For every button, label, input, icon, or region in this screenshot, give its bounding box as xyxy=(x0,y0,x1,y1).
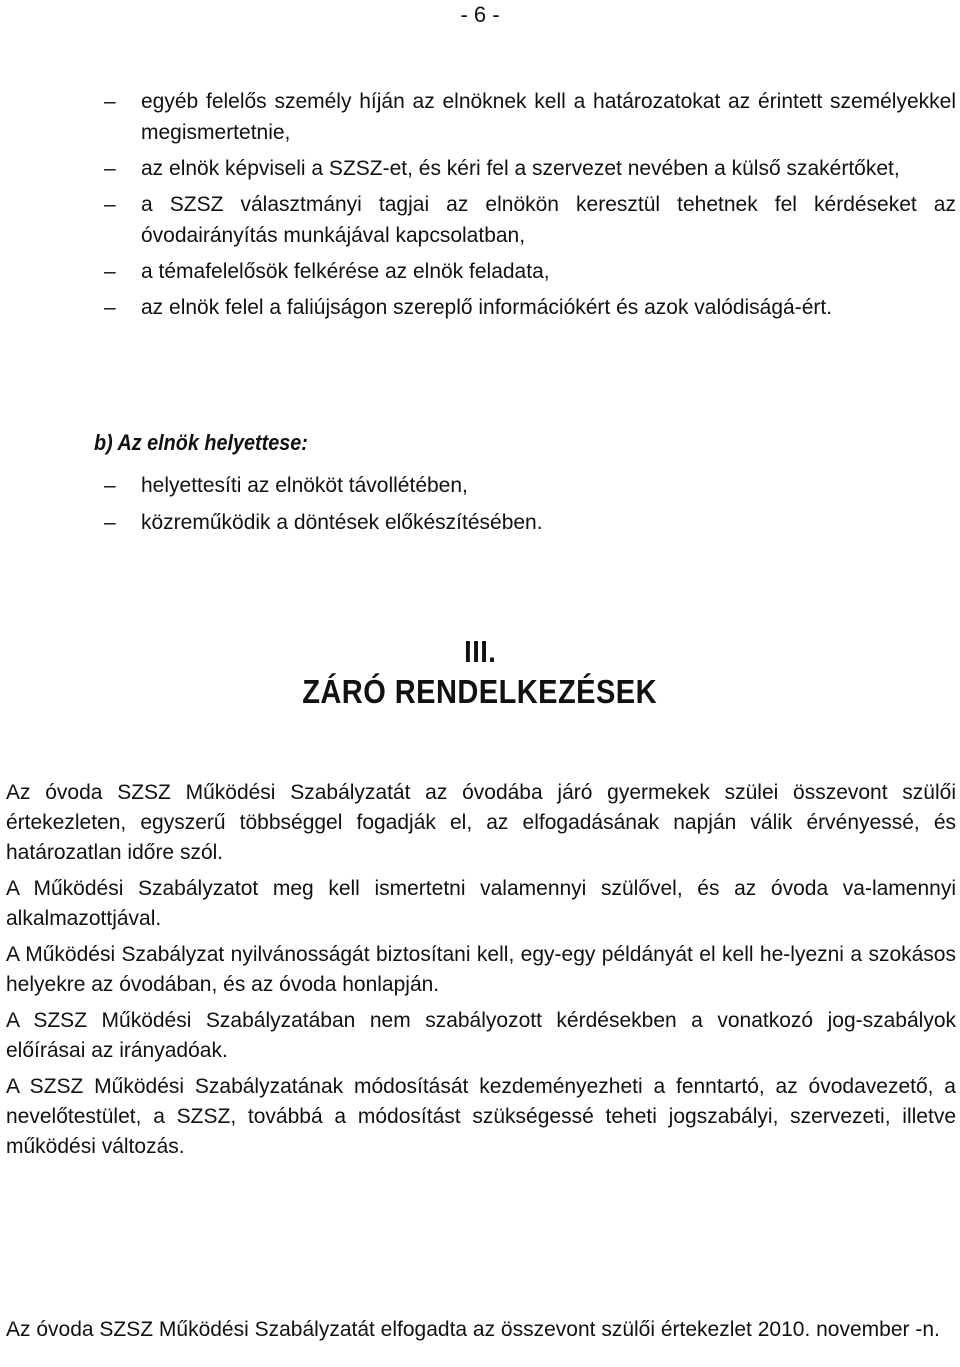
list-item xyxy=(104,256,956,287)
list-item xyxy=(104,507,956,538)
list-item-text: a SZSZ választmányi tagjai az elnökön keresztül tehetnek fel kérdéseket az óvodairányítás munkájával kapcsolatban, xyxy=(141,193,956,247)
dash-bullet: – xyxy=(104,193,116,216)
paragraph: A Működési Szabályzat nyilvánosságát biztosítani kell, egy-egy példányát el kell he-lyezni a szokásos helyekre az óvodában, és az óvoda honlapján. xyxy=(6,943,956,996)
dash-bullet: – xyxy=(104,90,116,113)
elnok-duties-list xyxy=(104,86,956,328)
dash-bullet: – xyxy=(104,296,116,319)
dash-bullet: – xyxy=(104,474,116,497)
dash-bullet: – xyxy=(104,157,116,180)
adoption-note: Az óvoda SZSZ Működési Szabályzatát elfogadta az összevont szülői értekezlet 2010. november -n. xyxy=(6,1318,940,1341)
helyettes-duties-list xyxy=(104,470,956,544)
section-number-text: III. xyxy=(463,634,497,669)
dash-bullet: – xyxy=(104,260,116,283)
list-item xyxy=(104,153,956,184)
list-item-text: közreműködik a döntések előkészítésében. xyxy=(141,511,543,534)
list-item-text: az elnök felel a faliújságon szereplő információkért és azok valódiságá-ért. xyxy=(141,296,833,319)
paragraph: Az óvoda SZSZ Működési Szabályzatát az óvodába járó gyermekek szülei összevont szülői értekezleten, egyszerű többséggel fogadják el, az elfogadásának napján válik érvényessé, és határozatlan időre szól. xyxy=(6,781,956,864)
paragraph: A SZSZ Működési Szabályzatának módosítását kezdeményezheti a fenntartó, az óvodavezető, a nevelőtestület, a SZSZ, továbbá a módosítást szükségessé teheti jogszabályi, szervezeti, illetve működési változás. xyxy=(6,1075,956,1158)
list-item xyxy=(104,86,956,148)
paragraph: A Működési Szabályzatot meg kell ismertetni valamennyi szülővel, és az óvoda va-lamennyi alkalmazottjával. xyxy=(6,877,956,930)
list-item-text: a témafelelősök felkérése az elnök feladata, xyxy=(141,260,550,283)
paragraph: A SZSZ Működési Szabályzatában nem szabályozott kérdésekben a vonatkozó jog-szabályok előírásai az irányadóak. xyxy=(6,1009,956,1062)
closing-provisions xyxy=(6,778,956,1168)
section-b-heading: b) Az elnök helyettese: xyxy=(94,430,308,455)
list-item-text: az elnök képviseli a SZSZ-et, és kéri fel a szervezet nevében a külső szakértőket, xyxy=(141,157,900,180)
section-title xyxy=(0,672,960,712)
list-item-text: helyettesíti az elnököt távollétében, xyxy=(141,474,468,497)
dash-bullet: – xyxy=(104,511,116,534)
page-number: - 6 - xyxy=(460,2,500,27)
section-title-text: ZÁRÓ RENDELKEZÉSEK xyxy=(302,673,658,710)
list-item-text: egyéb felelős személy híján az elnöknek kell a határozatokat az érintett személyekkel megismertetnie, xyxy=(141,90,956,144)
list-item xyxy=(104,470,956,501)
list-item xyxy=(104,292,956,323)
section-number xyxy=(0,634,960,670)
list-item xyxy=(104,189,956,251)
